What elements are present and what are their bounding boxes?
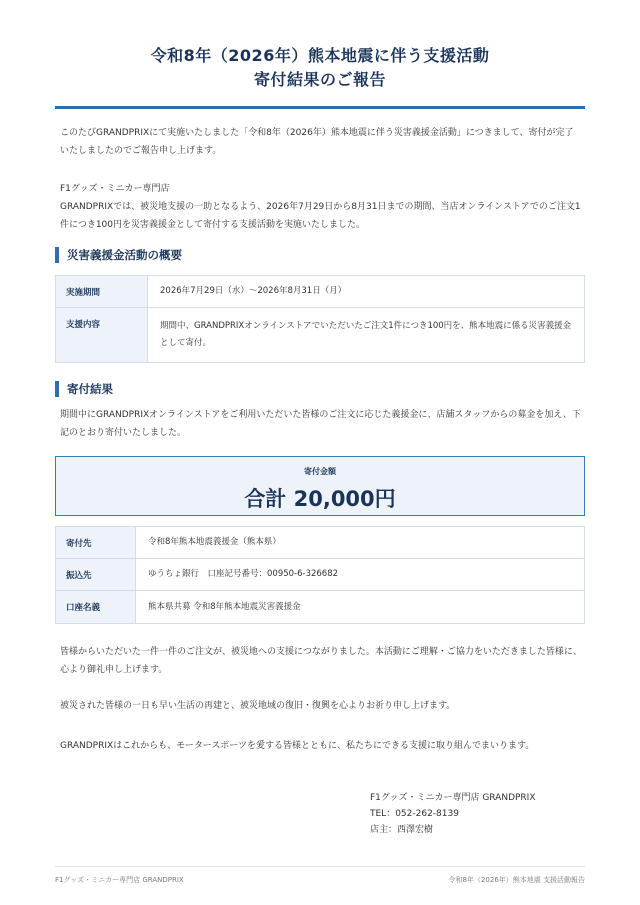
table-header-cell: 寄付先 [56,527,136,558]
table-value-cell: 2026年7月29日（水）〜2026年8月31日（月） [160,286,347,296]
footer-left: F1グッズ・ミニカー専門店 GRANDPRIX [55,876,184,884]
table-value-cell: 熊本県共募 令和8年熊本地震災害義援金 [148,601,301,612]
page-subtitle: 寄付結果のご報告 [253,70,386,89]
table-header-cell: 振込先 [56,559,136,590]
table-row [56,591,584,623]
table-row [56,276,584,308]
overview-table [55,275,585,363]
closing-paragraph-commitment: GRANDPRIXはこれからも、モータースポーツを愛する皆様とともに、私たちにできる支援に取り組んでまいります。 [60,741,535,751]
signature-shop: F1グッズ・ミニカー専門店 GRANDPRIX [370,793,536,803]
table-header-cell: 支援内容 [56,308,148,362]
signature-manager: 店主：西澤宏樹 [370,825,434,835]
intro-activity-paragraph: GRANDPRIXでは、被災地支援の一助となるよう、2026年7月29日から8月31日までの期間、当店オンラインストアでのご注文1件につき100円を災害義援金として寄付する支援活動を実施いたしました。 [60,202,581,230]
footer-divider [55,866,585,867]
closing-paragraph-thanks: 皆様からいただいた一件一件のご注文が、被災地への支援につながりました。本活動にご理解・ご協力をいただきました皆様に、心より御礼申し上げます。 [60,647,582,675]
shop-name-line: F1グッズ・ミニカー専門店 [60,184,170,194]
donation-amount-box [55,456,585,516]
closing-paragraph-prayer: 被災された皆様の一日も早い生活の再建と、被災地域の復旧・復興を心よりお祈り申し上げます。 [60,701,456,711]
table-row [56,308,584,362]
signature-tel: TEL：052-262-8139 [370,809,459,819]
donation-amount-value: 合計 20,000円 [244,487,396,511]
table-header-cell: 口座名義 [56,591,136,623]
footer-right: 令和8年（2026年）熊本地震 支援活動報告 [448,876,585,884]
page-title: 令和8年（2026年）熊本地震に伴う支援活動 [150,46,490,65]
donation-details-table [55,526,585,624]
donation-amount-label: 寄付金額 [304,467,336,476]
table-row [56,559,584,591]
title-divider [55,106,585,109]
table-header-cell: 実施期間 [56,276,148,307]
intro-paragraph: このたびGRANDPRIXにて実施いたしました「令和8年（2026年）熊本地震に伴う災害義援金活動」につきまして、寄付が完了いたしましたのでご報告申し上げます。 [60,128,574,156]
table-value-cell: 期間中、GRANDPRIXオンラインストアでいただいたご注文1件につき100円を、熊本地震に係る災害義援金として寄付。 [160,321,572,348]
table-value-cell: ゆうちょ銀行 口座記号番号：00950-6-326682 [148,569,339,579]
table-row [56,527,584,559]
section-heading-result: 寄付結果 [55,381,113,397]
result-paragraph: 期間中にGRANDPRIXオンラインストアをご利用いただいた皆様のご注文に応じた義援金に、店舗スタッフからの募金を加え、下記のとおり寄付いたしました。 [60,410,581,438]
table-value-cell: 令和8年熊本地震義援金（熊本県） [148,537,281,547]
section-heading-overview: 災害義援金活動の概要 [55,247,182,263]
